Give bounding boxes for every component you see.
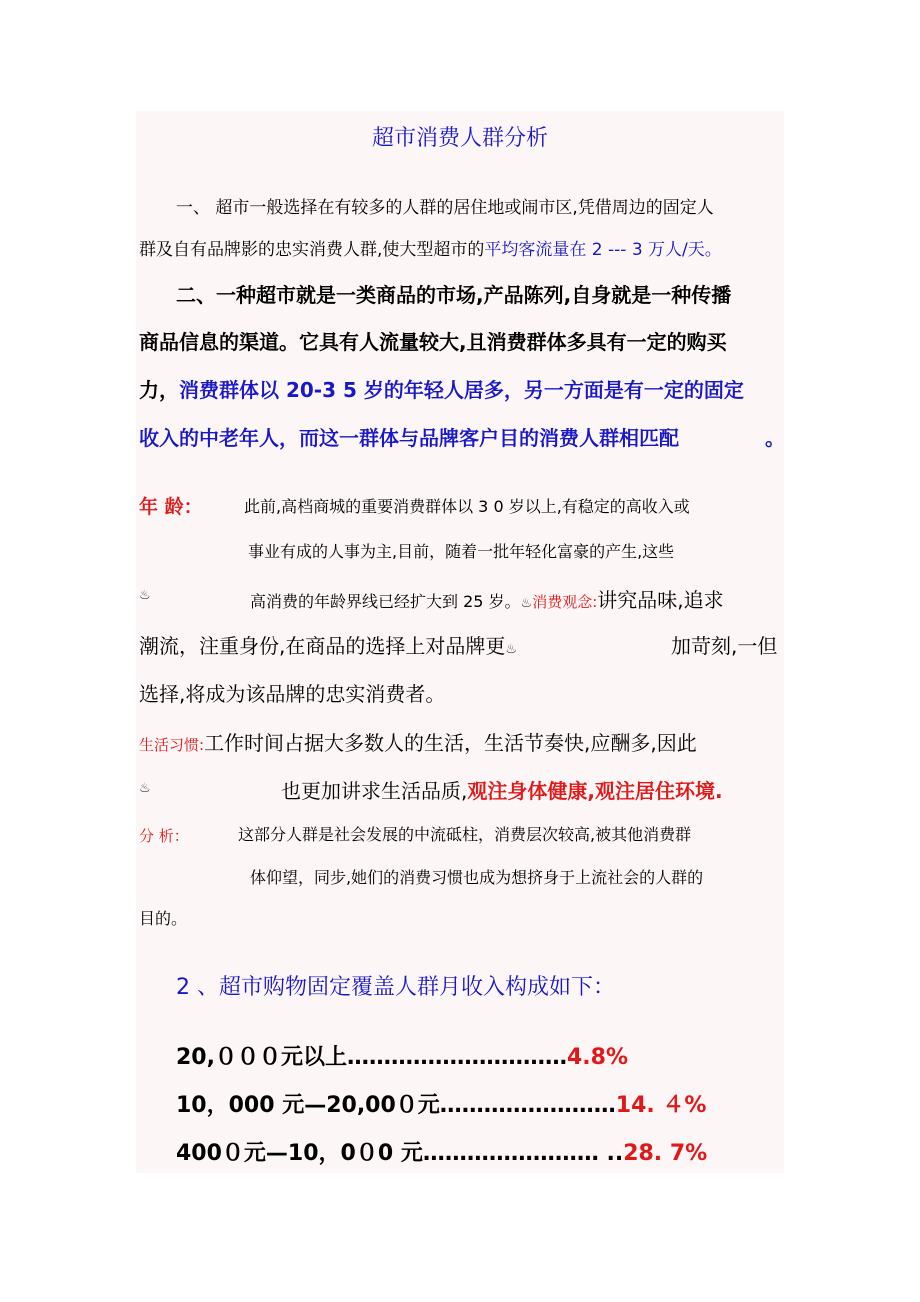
habit-line1 (139, 727, 697, 756)
age-label: 年 龄： (139, 496, 203, 518)
para2-line3 (139, 374, 744, 403)
analysis-line1: 这部分人群是社会发展的中流砥柱，消费层次较高,被其他消费群 (238, 825, 692, 844)
age-line3 (250, 584, 724, 613)
habit-line2-text: 也更加讲求生活品质, (281, 779, 468, 803)
para2-line4 (139, 422, 679, 451)
page-title: 超市消费人群分析 (371, 126, 548, 151)
concept-line2b: 加苛刻,一但 (671, 634, 778, 658)
age-line2: 事业有成的人事为主,目前，随着一批年轻化富豪的产生,这些 (248, 542, 675, 561)
habit-label: 生活习惯: (139, 736, 205, 754)
income-pct: 28. 7% (623, 1141, 708, 1166)
concept-line2-text: 潮流，注重身份,在商品的选择上对品牌更 (139, 634, 506, 658)
income-range: 400０元—10，0０0 元…………………… .. (176, 1141, 624, 1166)
customer-flow-highlight: 平均客流量在 2 --- 3 万人/天。 (484, 240, 722, 260)
income-pct: 14. ４% (615, 1093, 707, 1118)
analysis-line3: 目的。 (139, 909, 188, 928)
para2-line2: 商品信息的渠道。它具有人流量较大,且消费群体多具有一定的购买 (139, 330, 727, 354)
concept-line3: 选择,将成为该品牌的忠实消费者。 (139, 682, 446, 706)
age-line3-text: 高消费的年龄界线已经扩大到 25 岁。 (250, 592, 521, 611)
marker-icon: ♨ (139, 588, 151, 603)
concept-label: 消费观念: (532, 593, 598, 611)
para1-line1: 一、 超市一般选择在有较多的人群的居住地或闹市区,凭借周边的固定人 (176, 198, 714, 218)
age-line1: 此前,高档商城的重要消费群体以 3 0 岁以上,有稳定的高收入或 (244, 497, 690, 516)
marker-icon: ♨ (505, 642, 518, 657)
habit-line2 (281, 775, 723, 804)
para2-line1: 二、一种超市就是一类商品的市场,产品陈列,自身就是一种传播 (176, 283, 732, 307)
income-range: 10，000 元—20,00０元…………………… (176, 1093, 616, 1118)
para2-line4-end: 。 (765, 426, 785, 450)
income-pct: 4.8% (566, 1045, 628, 1070)
income-range: 20,０００元以上………………………… (176, 1045, 567, 1070)
section2-title: 2 、超市购物固定覆盖人群月收入构成如下： (176, 975, 615, 1000)
para2-line3-text: 力， (139, 378, 179, 402)
analysis-label: 分 析： (139, 827, 189, 845)
income-row (176, 1136, 707, 1167)
income-row (176, 1040, 628, 1071)
concept-line2a (139, 630, 517, 659)
concept-line1: 讲究品味,追求 (597, 588, 724, 612)
income-row (176, 1088, 706, 1119)
health-highlight: 观注身体健康,观注居住环境. (467, 779, 723, 803)
young-group-highlight: 消费群体以 20-3 5 岁的年轻人居多，另一方面是有一定的固定 (179, 378, 744, 402)
analysis-line2: 体仰望，同步,她们的消费习惯也成为想挤身于上流社会的人群的 (250, 868, 704, 887)
middle-aged-highlight: 收入的中老年人，而这一群体与品牌客户目的消费人群相匹配 (139, 426, 679, 450)
marker-icon: ♨ (139, 781, 151, 796)
para1-line2 (139, 235, 722, 260)
habit-line1-text: 工作时间占据大多数人的生活，生活节奏快,应酬多,因此 (204, 731, 697, 755)
para1-line2-text: 群及自有品牌影的忠实消费人群,使大型超市的 (139, 240, 485, 260)
marker-icon: ♨ (520, 596, 533, 611)
